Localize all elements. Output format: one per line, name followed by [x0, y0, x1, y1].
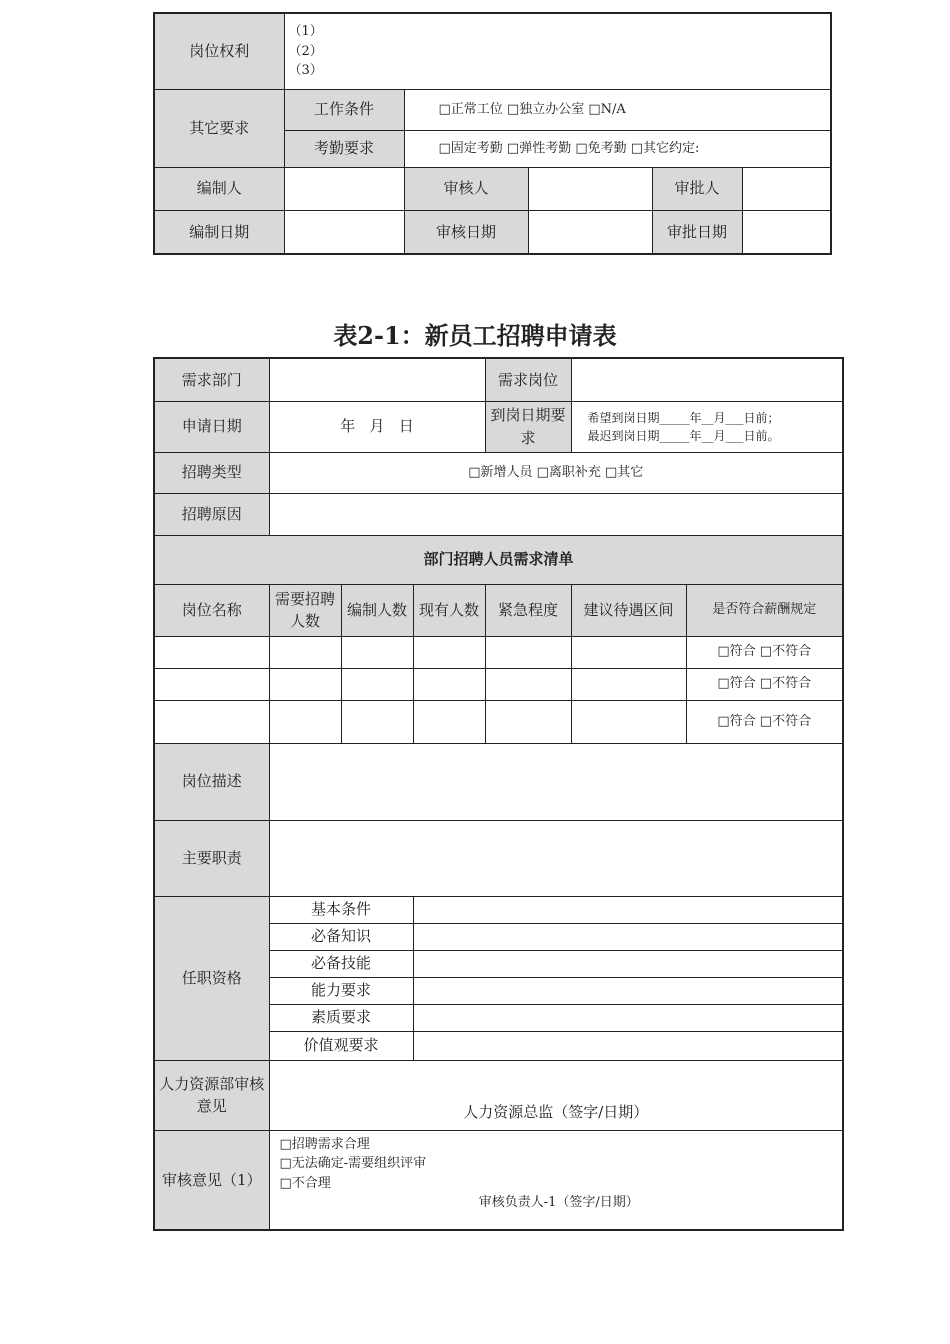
approve-date-field[interactable]	[742, 210, 831, 254]
reviewer-field[interactable]	[528, 167, 652, 210]
review-option-reasonable[interactable]: □招聘需求合理	[279, 1136, 370, 1152]
hr-review-field[interactable]	[269, 1060, 843, 1130]
job-rights-table	[153, 12, 832, 255]
cell-urgency[interactable]	[485, 636, 571, 668]
rights-label: 岗位权利	[154, 13, 284, 89]
cell-salary-range[interactable]	[571, 636, 686, 668]
arrive-date-label: 到岗日期要求	[485, 401, 571, 452]
type-options[interactable]: □新增人员 □离职补充 □其它	[269, 452, 843, 493]
hr-review-label: 人力资源部审核意见	[154, 1060, 269, 1130]
qualification-label: 任职资格	[154, 896, 269, 1060]
col-urgency: 紧急程度	[485, 584, 571, 636]
duty-label: 主要职责	[154, 820, 269, 896]
review-field[interactable]	[269, 1130, 843, 1230]
list-header: 部门招聘人员需求清单	[154, 535, 843, 584]
work-condition-label: 工作条件	[284, 89, 404, 130]
review-option-unreasonable[interactable]: □不合理	[279, 1175, 331, 1191]
arrive-date-field[interactable]	[571, 401, 843, 452]
col-current-count: 现有人数	[413, 584, 485, 636]
cell-post-name[interactable]	[154, 700, 269, 743]
qual-item-skills: 必备技能	[269, 950, 413, 977]
approve-date-label: 审批日期	[652, 210, 742, 254]
qual-field-basic[interactable]	[413, 896, 843, 923]
form-title: 表2-1：新员工招聘申请表	[333, 321, 617, 350]
arrive-line-1: 希望到岗日期_____年__月___日前；	[587, 410, 780, 425]
qual-field-quality[interactable]	[413, 1004, 843, 1031]
type-label: 招聘类型	[154, 452, 269, 493]
work-condition-options[interactable]: □正常工位 □独立办公室 □N/A	[404, 89, 831, 130]
table-row	[154, 700, 843, 743]
approver-label: 审批人	[652, 167, 742, 210]
review-label: 审核意见（1）	[154, 1130, 269, 1230]
col-comply: 是否符合薪酬规定	[686, 584, 843, 636]
reason-label: 招聘原因	[154, 493, 269, 535]
duty-field[interactable]	[269, 820, 843, 896]
rights-item-3: （3）	[288, 63, 323, 78]
rights-item-1: （1）	[288, 24, 323, 39]
col-quota-count: 编制人数	[341, 584, 413, 636]
arrive-line-2: 最迟到岗日期_____年__月___日前。	[587, 428, 780, 443]
compile-date-label: 编制日期	[154, 210, 284, 254]
cell-current-count[interactable]	[413, 668, 485, 700]
reason-field[interactable]	[269, 493, 843, 535]
cell-urgency[interactable]	[485, 668, 571, 700]
apply-date-field[interactable]: 年 月 日	[269, 401, 485, 452]
cell-salary-range[interactable]	[571, 668, 686, 700]
cell-urgency[interactable]	[485, 700, 571, 743]
reviewer-label: 审核人	[404, 167, 528, 210]
cell-quota-count[interactable]	[341, 700, 413, 743]
rights-item-2: （2）	[288, 43, 323, 59]
cell-comply[interactable]: □符合 □不符合	[686, 700, 843, 743]
dept-label: 需求部门	[154, 358, 269, 401]
compile-date-field[interactable]	[284, 210, 404, 254]
review-date-field[interactable]	[528, 210, 652, 254]
review-sign-text: 审核负责人-1（签字/日期）	[478, 1195, 639, 1210]
cell-need-count[interactable]	[269, 636, 341, 668]
recruitment-request-form	[153, 357, 844, 1231]
qual-field-ability[interactable]	[413, 977, 843, 1004]
rights-items[interactable]	[284, 13, 831, 89]
qual-item-knowledge: 必备知识	[269, 923, 413, 950]
col-need-count: 需要招聘人数	[269, 584, 341, 636]
qual-item-quality: 素质要求	[269, 1004, 413, 1031]
table-row	[154, 668, 843, 700]
qual-item-basic: 基本条件	[269, 896, 413, 923]
qual-item-values: 价值观要求	[269, 1031, 413, 1060]
desc-label: 岗位描述	[154, 743, 269, 820]
col-salary-range: 建议待遇区间	[571, 584, 686, 636]
review-option-uncertain[interactable]: □无法确定-需要组织评审	[279, 1156, 427, 1171]
cell-post-name[interactable]	[154, 668, 269, 700]
cell-need-count[interactable]	[269, 668, 341, 700]
cell-quota-count[interactable]	[341, 636, 413, 668]
qual-field-values[interactable]	[413, 1031, 843, 1060]
attendance-label: 考勤要求	[284, 130, 404, 167]
post-label: 需求岗位	[485, 358, 571, 401]
approver-field[interactable]	[742, 167, 831, 210]
qual-field-skills[interactable]	[413, 950, 843, 977]
compiler-field[interactable]	[284, 167, 404, 210]
post-field[interactable]	[571, 358, 843, 401]
cell-current-count[interactable]	[413, 700, 485, 743]
dept-field[interactable]	[269, 358, 485, 401]
compiler-label: 编制人	[154, 167, 284, 210]
hr-sign-text: 人力资源总监（签字/日期）	[463, 1103, 649, 1121]
col-post-name: 岗位名称	[154, 584, 269, 636]
qual-field-knowledge[interactable]	[413, 923, 843, 950]
cell-current-count[interactable]	[413, 636, 485, 668]
table-row	[154, 636, 843, 668]
cell-comply[interactable]: □符合 □不符合	[686, 668, 843, 700]
cell-quota-count[interactable]	[341, 668, 413, 700]
attendance-options[interactable]: □固定考勤 □弹性考勤 □免考勤 □其它约定:	[404, 130, 831, 167]
other-requirements-label: 其它要求	[154, 89, 284, 167]
review-date-label: 审核日期	[404, 210, 528, 254]
cell-need-count[interactable]	[269, 700, 341, 743]
apply-date-label: 申请日期	[154, 401, 269, 452]
cell-comply[interactable]: □符合 □不符合	[686, 636, 843, 668]
desc-field[interactable]	[269, 743, 843, 820]
qual-item-ability: 能力要求	[269, 977, 413, 1004]
cell-post-name[interactable]	[154, 636, 269, 668]
cell-salary-range[interactable]	[571, 700, 686, 743]
